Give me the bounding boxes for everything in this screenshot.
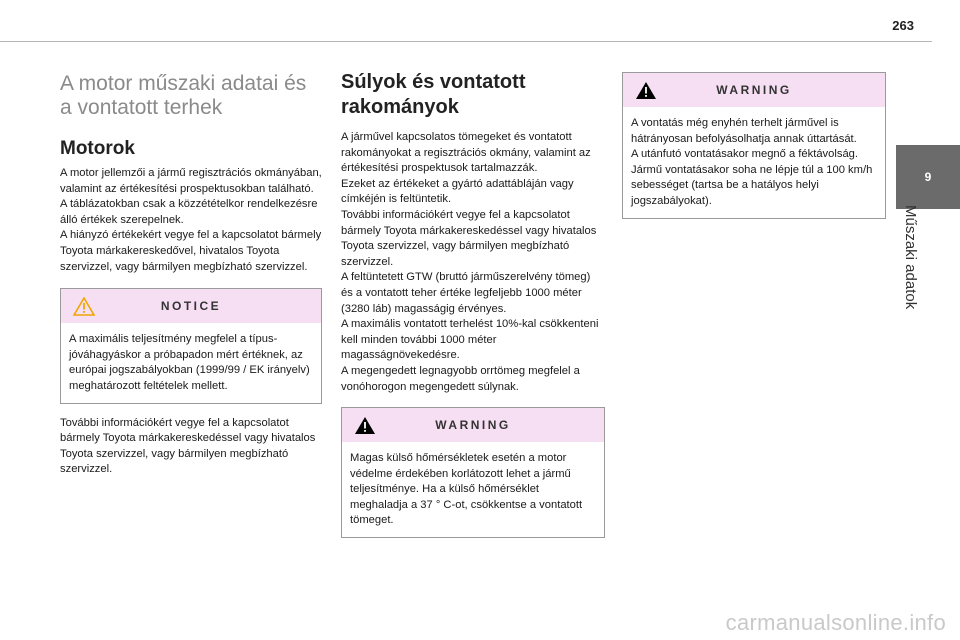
header-divider (0, 41, 932, 42)
warning-box-temperature (341, 407, 605, 538)
warning-text: Magas külső hőmérsékletek esetén a motor védelme érdekében korlátozott lehet a jármű teljesítménye. Ha a külső hőmérséklet meghaladja a 37 ° C-ot, csökkentse a vontatott tömeget. (350, 452, 583, 527)
column-towing (622, 72, 886, 219)
notice-header (61, 289, 321, 323)
info-paragraph: További információkért vegye fel a kapcsolatot bármely Toyota márkakereskedéssel vagy hivatalos Toyota szervizzel, vagy bármilyen megbízható szervizzel. (60, 416, 316, 476)
chapter-tab[interactable]: 9 (896, 145, 960, 209)
column-weights (341, 64, 605, 538)
chapter-label: Műszaki adatok (902, 205, 919, 310)
warning-label: WARNING (716, 83, 792, 97)
warning-header (623, 73, 885, 107)
notice-label: NOTICE (160, 299, 222, 314)
engines-heading: Motorok (60, 138, 135, 159)
column-engine (60, 64, 322, 478)
weights-paragraph: A járművel kapcsolatos tömegeket és vontatott rakományokat a regisztrációs okmány, valamint az értékesítési prospektusok tartalmazzák. Ezeket az értékeket a gyártó adattábláján vagy címkéjén is feltüntetik. További információkért vegye fel a kapcsolatot bármely Toyota márkakereskedéssel vagy hivatalos Toyota szervizzel, vagy bármilyen megbízható szervizzel. A feltüntetett GTW (bruttó járműszerelvény tömeg) és a vontatott teher értéke legfeljebb 1000 méter (3280 láb) magasságig érvényes. A maximális vontatott terhelést 10%-kal csökkenteni kell minden további 1000 méter magasságnövekedésre. A megengedett legnagyobb orrtömeg megfelel a vonóhorogon megengedett súlynak. (341, 131, 599, 393)
section-title: A motor műszaki adatai és a vontatott terhek (60, 72, 307, 119)
warning-header (342, 408, 604, 442)
engines-paragraph: A motor jellemzői a jármű regisztrációs okmányában, valamint az értékesítési prospektusokban található. A táblázatokban csak a közzétételkor rendelkezésre álló értékek szerepelnek. A hiányzó értékekért vegye fel a kapcsolatot bármely Toyota márkakereskedővel, hivatalos Toyota szervizzel, vagy bármilyen megbízható szervizzel. (60, 167, 322, 273)
warning-icon (635, 81, 657, 100)
weights-heading: Súlyok és vontatott rakományok (341, 71, 526, 118)
warning-icon (354, 416, 376, 435)
warning-text: A vontatás még enyhén terhelt járművel is hátrányosan befolyásolhatja annak úttartását. A utánfutó vontatásakor megnő a féktávolság. Jármű vontatásakor soha ne lépje túl a 100 km/h sebességet (tartsa be a hatályos helyi jogszabályokat). (631, 117, 873, 207)
page-number: 263 (892, 18, 914, 33)
chapter-label-wrap (902, 205, 922, 335)
notice-box (60, 288, 322, 403)
warning-box-towing (622, 72, 886, 219)
notice-text: A maximális teljesítmény megfelel a típus-jóváhagyáskor a próbapadon mért értéknek, az európai jogszabályokban (1999/99 / EK irányelv) meghatározott feltételek mellett. (69, 333, 310, 392)
notice-icon (73, 297, 95, 316)
watermark: carmanualsonline.info (725, 610, 946, 635)
warning-label: WARNING (435, 418, 511, 433)
